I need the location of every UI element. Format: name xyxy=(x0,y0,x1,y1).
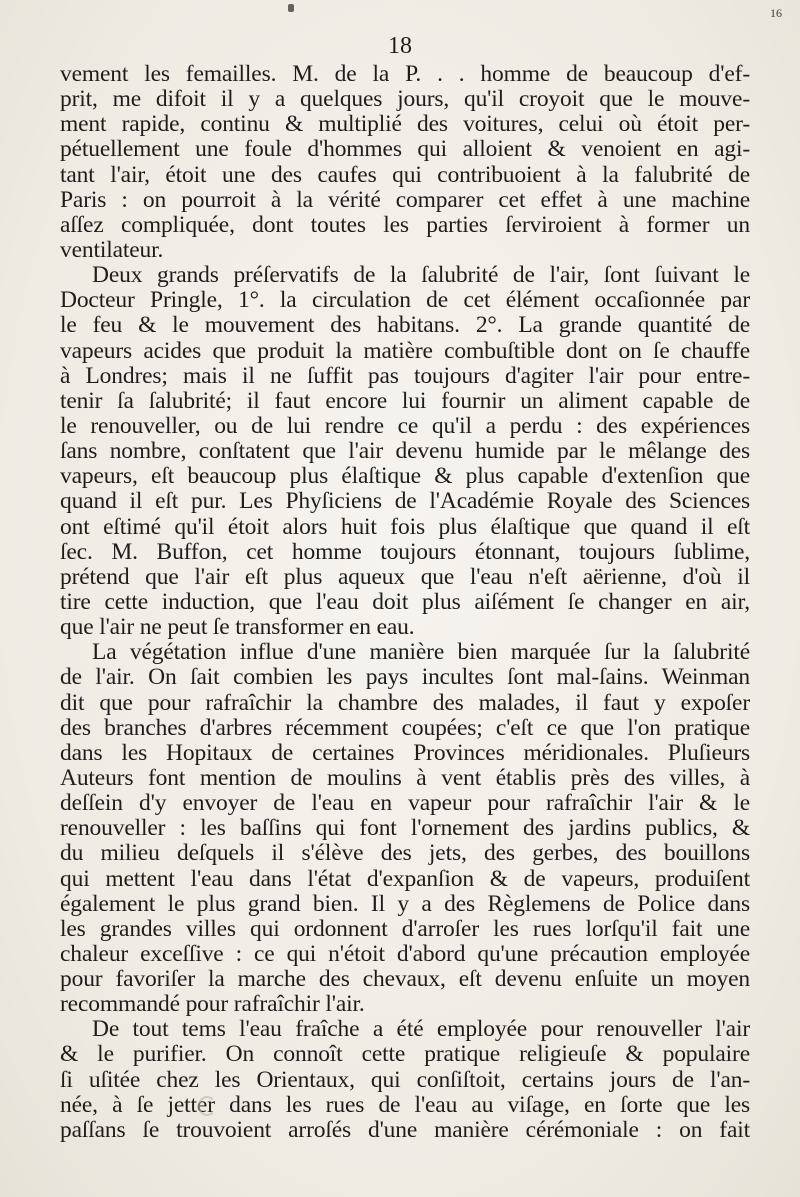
text-line: pour favoriſer la marche des chevaux, eſt devenu enſuite un moyen xyxy=(60,966,750,993)
text-line: tant l'air, étoit une des caufes qui contribuoient à la falubrité de xyxy=(60,161,750,188)
text-line: que l'air ne peut ſe transformer en eau. xyxy=(60,614,415,641)
text-line: ventilateur. xyxy=(60,236,164,263)
text-line: Docteur Pringle, 1°. la circulation de cet élément occaſionnée par xyxy=(60,287,750,314)
corner-page-mark: 16 xyxy=(770,6,782,20)
text-line: Paris : on pourroit à la vérité comparer cet effet à une machine xyxy=(60,186,750,213)
text-line: & le purifier. On connoît cette pratique religieuſe & populaire xyxy=(60,1041,750,1068)
paragraph-start-line: Deux grands préſervatifs de la ſalubrité de l'air, ſont ſuivant le xyxy=(92,262,750,289)
text-line: deſſein d'y envoyer de l'eau en vapeur pour rafraîchir l'air & le xyxy=(60,790,750,817)
text-line: prétend que l'air eſt plus aqueux que l'eau n'eſt aërienne, d'où il xyxy=(60,563,750,590)
text-line: les grandes villes qui ordonnent d'arroſer les rues lorſqu'il fait une xyxy=(60,915,750,942)
text-line: aſſez compliquée, dont toutes les parties ſerviroient à former un xyxy=(60,211,750,238)
body-text xyxy=(60,62,750,1143)
text-line: renouveller : les baſſins qui font l'ornement des jardins publics, & xyxy=(60,815,750,842)
text-line: ont eſtimé qu'il étoit alors huit fois plus élaſtique que quand il eſt xyxy=(60,513,750,540)
text-line: dit que pour rafraîchir la chambre des malades, il faut y expoſer xyxy=(60,689,750,716)
text-line: à Londres; mais il ne ſuffit pas toujours d'agiter l'air pour entre- xyxy=(60,362,750,389)
paragraph-start-line: De tout tems l'eau fraîche a été employée pour renouveller l'air xyxy=(92,1016,750,1043)
text-line: née, à ſe jetter dans les rues de l'eau au viſage, en ſorte que les xyxy=(60,1091,750,1118)
bleed-through-mark xyxy=(198,1096,216,1116)
text-line: pétuellement une foule d'hommes qui alloient & venoient en agi- xyxy=(60,136,750,163)
text-line: ſi uſitée chez les Orientaux, qui conſiſtoit, certains jours de l'an- xyxy=(60,1066,750,1093)
text-line: le renouveller, ou de lui rendre ce qu'il a perdu : des expériences xyxy=(60,412,750,439)
text-line: chaleur exceſſive : ce qui n'étoit d'abord qu'une précaution employée xyxy=(60,940,750,967)
paragraph-start-line: La végétation influe d'une manière bien marquée ſur la ſalubrité xyxy=(92,639,750,666)
text-line: qui mettent l'eau dans l'état d'expanſion & de vapeurs, produiſent xyxy=(60,865,750,892)
text-line: de l'air. On ſait combien les pays incultes ſont mal-ſains. Weinman xyxy=(60,664,750,691)
text-line: dans les Hopitaux de certaines Provinces méridionales. Pluſieurs xyxy=(60,739,750,766)
text-line: vapeurs, eſt beaucoup plus élaſtique & plus capable d'extenſion que xyxy=(60,463,750,490)
text-line: vement les femailles. M. de la P. . . homme de beaucoup d'ef- xyxy=(60,61,750,87)
text-line: tire cette induction, que l'eau doit plus aiſément ſe changer en air, xyxy=(60,588,750,615)
text-line: ment rapide, continu & multiplié des voitures, celui où étoit per- xyxy=(60,111,750,138)
text-line: prit, me difoit il y a quelques jours, qu'il croyoit que le mouve- xyxy=(60,86,750,113)
text-line: ſec. M. Buffon, cet homme toujours étonnant, toujours ſublime, xyxy=(60,538,750,565)
text-line: paſſans ſe trouvoient arroſés d'une manière cérémoniale : on fait xyxy=(60,1116,750,1143)
text-line: ſans nombre, conſtatent que l'air devenu humide par le mêlange des xyxy=(60,438,750,465)
text-line: recommandé pour rafraîchir l'air. xyxy=(60,991,365,1018)
text-line: également le plus grand bien. Il y a des Règlemens de Police dans xyxy=(60,890,750,917)
text-line: vapeurs acides que produit la matière combuſtible dont on ſe chauffe xyxy=(60,337,750,364)
text-line: Auteurs font mention de moulins à vent établis près des villes, à xyxy=(60,764,750,791)
ink-blot xyxy=(288,4,294,12)
text-line: du milieu deſquels il s'élève des jets, des gerbes, des bouillons xyxy=(60,840,750,867)
text-line: le feu & le mouvement des habitans. 2°. La grande quantité de xyxy=(60,312,750,339)
text-line: quand il eſt pur. Les Phyſiciens de l'Académie Royale des Sciences xyxy=(60,488,750,515)
text-line: tenir ſa ſalubrité; il faut encore lui fournir un aliment capable de xyxy=(60,387,750,414)
page-number: 18 xyxy=(388,33,412,59)
text-line: des branches d'arbres récemment coupées; c'eſt ce que l'on pratique xyxy=(60,714,750,741)
